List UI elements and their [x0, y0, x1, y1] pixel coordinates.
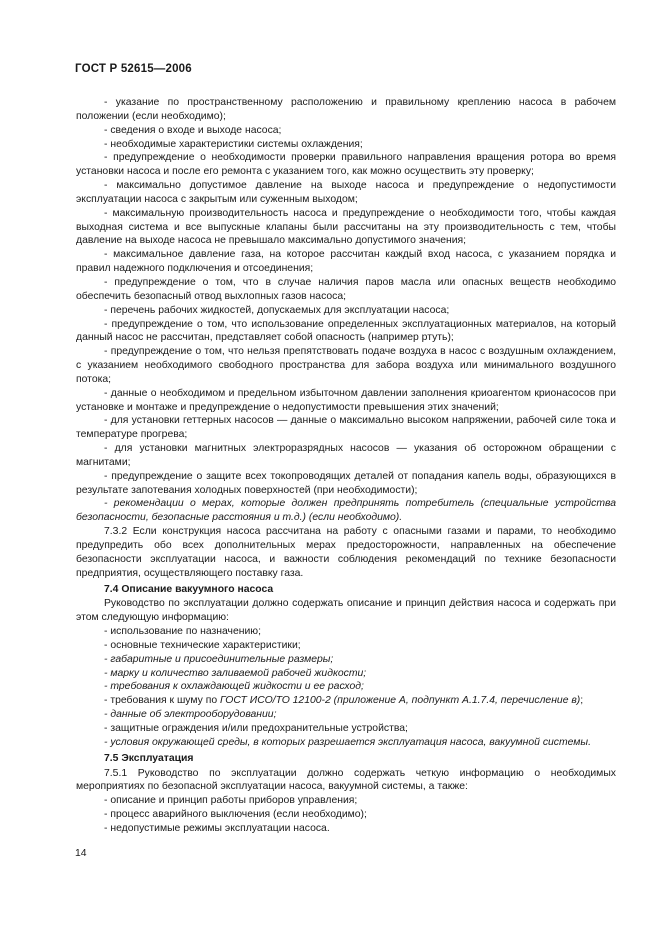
paragraph: - максимально допустимое давление на выходе насоса и предупреждение о недопустимости эксплуатации насоса с закрытым или суженным выходом;: [76, 180, 616, 205]
page-number: 14: [75, 848, 87, 859]
paragraph: - защитные ограждения и/или предохранительные устройства;: [104, 722, 408, 734]
paragraph: - предупреждение о том, что в случае наличия паров масла или опасных веществ необходимо обеспечить безопасный отвод выхлопных газов насоса;: [76, 276, 616, 302]
standard-reference: ГОСТ ИСО/ТО 12100-2 (приложение А, подпункт А.1.7.4, перечисление в): [220, 695, 581, 707]
paragraph: - предупреждение о том, что использование определенных эксплуатационных материалов, на который данный насос не рассчитан, представляет собой опасность (например ртуть);: [76, 318, 616, 344]
paragraph: - процесс аварийного выключения (если необходимо);: [104, 809, 367, 821]
paragraph: - недопустимые режимы эксплуатации насоса.: [104, 822, 330, 834]
section-heading: 7.5 Эксплуатация: [104, 752, 194, 764]
paragraph: - максимальную производительность насоса и предупреждение о необходимости того, чтобы каждая выходная система и все выпускные клапаны были рассчитаны на эту производительность с тем, чтобы давление на выходе насоса не превышало максимально допустимого значения;: [76, 207, 616, 247]
paragraph: - данные о необходимом и предельном избыточном давлении заполнения криоагентом крионасосов при установке и монтаже и предупреждение о недопустимости превышения этих значений;: [76, 387, 616, 413]
document-header: ГОСТ Р 52615—2006: [75, 63, 192, 75]
paragraph: - максимальное давление газа, на которое рассчитан каждый вход насоса, с указанием порядка и правил надежного подключения и отсоединения;: [76, 249, 616, 275]
paragraph: - требования к охлаждающей жидкости и ее расход;: [104, 681, 364, 693]
paragraph: - необходимые характеристики системы охлаждения;: [104, 138, 363, 150]
paragraph: - для установки геттерных насосов — данные о максимально высоком напряжении, рабочей силе тока и температуре прогрева;: [76, 415, 616, 441]
paragraph: - использование по назначению;: [104, 626, 261, 638]
paragraph: Руководство по эксплуатации должно содержать описание и принцип действия насоса и содержать при этом следующую информацию:: [76, 598, 616, 624]
paragraph: 7.3.2 Если конструкция насоса рассчитана на работу с опасными газами и парами, то необходимо предупредить обо всех дополнительных мерах предосторожности, направленных на обеспечение безопасности эксплуатации насоса, и важности соблюдения рекомендаций по технике безопасности предприятия, осуществляющего поставку газа.: [76, 526, 616, 579]
paragraph: - основные технические характеристики;: [104, 639, 301, 651]
paragraph: - марку и количество заливаемой рабочей жидкости;: [104, 667, 367, 679]
paragraph: - предупреждение о необходимости проверки правильного направления вращения ротора во время установки насоса и после его ремонта с указанием того, как можно осуществить эту проверку;: [76, 152, 616, 178]
paragraph: - сведения о входе и выходе насоса;: [104, 124, 282, 136]
paragraph: - данные об электрооборудовании;: [104, 709, 277, 721]
paragraph: - описание и принцип работы приборов управления;: [104, 795, 358, 807]
paragraph: - требования к шуму по ГОСТ ИСО/ТО 12100-2 (приложение А, подпункт А.1.7.4, перечисление в);: [104, 695, 584, 707]
paragraph: 7.5.1 Руководство по эксплуатации должно содержать четкую информацию о необходимых мероприятиях по безопасной эксплуатации насоса, вакуумной системы, а также:: [76, 767, 616, 793]
paragraph: - условия окружающей среды, в которых разрешается эксплуатация насоса, вакуумной системы.: [104, 736, 591, 748]
paragraph: - рекомендации о мерах, которые должен предпринять потребитель (специальные устройства безопасности, безопасные расстояния и т.д.) (если необходимо).: [76, 498, 616, 524]
document-body: [76, 96, 616, 836]
paragraph: - для установки магнитных электроразрядных насосов — указания об осторожном обращении с магнитами;: [76, 443, 616, 468]
paragraph: - габаритные и присоединительные размеры;: [104, 653, 334, 665]
section-heading: 7.4 Описание вакуумного насоса: [104, 583, 274, 595]
paragraph: - указание по пространственному расположению и правильному креплению насоса в рабочем положении (если необходимо);: [76, 97, 616, 122]
paragraph: - предупреждение о том, что нельзя препятствовать подаче воздуха в насос с воздушным охлаждением, с указанием необходимого свободного пространства для забора воздуха или минимального воздушного потока;: [76, 346, 616, 385]
paragraph: - перечень рабочих жидкостей, допускаемых для эксплуатации насоса;: [104, 304, 450, 316]
paragraph: - предупреждение о защите всех токопроводящих деталей от попадания капель воды, образующихся в результате запотевания холодных поверхностей (при необходимости);: [76, 470, 616, 496]
